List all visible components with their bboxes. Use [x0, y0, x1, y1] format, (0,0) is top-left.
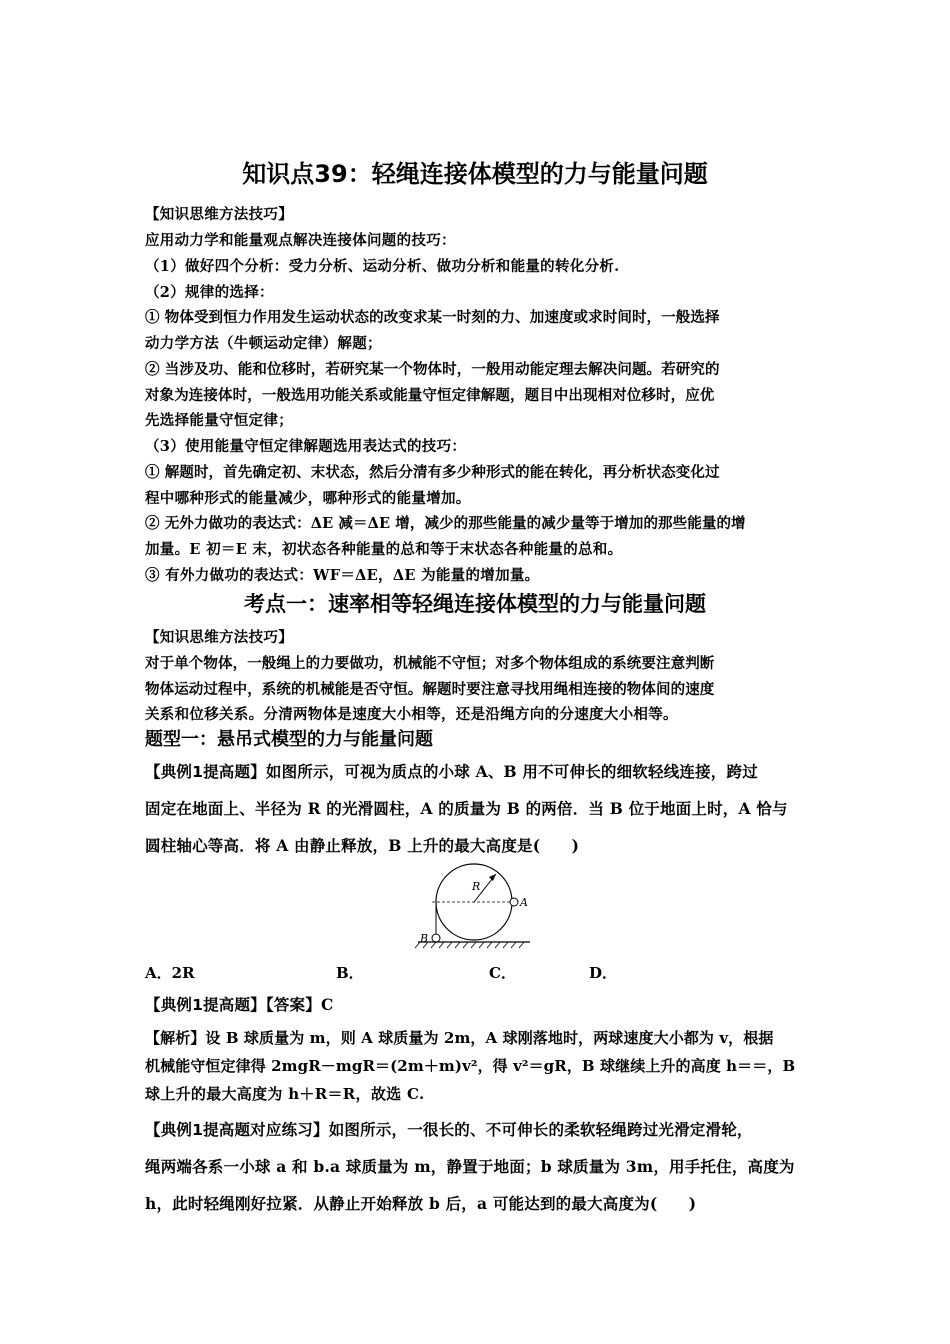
section2-heading: 【知识思维方法技巧】 — [145, 629, 293, 646]
example-line: 圆柱轴心等高．将 A 由静止释放，B 上升的最大高度是( ) — [145, 836, 580, 855]
ball-a-label: A — [520, 896, 528, 909]
practice-text: 如图所示，一很长的、不可伸长的柔软轻绳跨过光滑定滑轮， — [328, 1120, 753, 1139]
section1-heading: 【知识思维方法技巧】 — [145, 206, 293, 223]
section1-line: ② 无外力做功的表达式：ΔE 减＝ΔE 增，减少的那些能量的减少量等于增加的那些能量的增 — [145, 515, 746, 532]
section1-line: （1）做好四个分析：受力分析、运动分析、做功分析和能量的转化分析. — [145, 258, 620, 275]
section2-line: 物体运动过程中，系统的机械能是否守恒。解题时要注意寻找用绳相连接的物体间的速度 — [145, 681, 715, 698]
section2-title: 考点一：速率相等轻绳连接体模型的力与能量问题 — [244, 592, 706, 616]
section1-line: 动力学方法（牛顿运动定律）解题； — [145, 335, 382, 352]
section1-line: ② 当涉及功、能和位移时，若研究某一个物体时，一般用动能定理去解决问题。若研究的 — [145, 361, 720, 378]
answer-value: C — [320, 995, 334, 1014]
ball-b-label: B — [420, 932, 429, 945]
analysis-line — [145, 1027, 810, 1048]
option-a: A．2R — [145, 964, 195, 982]
analysis-line: 机械能守恒定律得 2mgR－mgR＝(2m＋m)v²，得 v²＝gR，B 球继续上升的高度 h＝＝，B — [145, 1057, 796, 1075]
practice-tag: 【典例1提高题对应练习】 — [145, 1121, 329, 1139]
cylinder-figure — [410, 862, 535, 952]
type1-title: 题型一：悬吊式模型的力与能量问题 — [145, 729, 433, 750]
radius-arrowhead — [489, 874, 496, 881]
analysis-tag: 【解析】 — [145, 1029, 206, 1047]
ball-b — [432, 934, 440, 942]
ball-a — [510, 898, 518, 906]
option-d: D． — [589, 964, 618, 982]
section1-line: （3）使用能量守恒定律解题选用表达式的技巧： — [145, 438, 467, 455]
option-b: B． — [336, 964, 364, 982]
example-text: 如图所示，可视为质点的小球 A、B 用不可伸长的细软轻线连接，跨过 — [265, 762, 758, 781]
practice-line: h，此时轻绳刚好拉紧．从静止开始释放 b 后，a 可能达到的最大高度为( ) — [145, 1194, 697, 1213]
radius-label: R — [472, 880, 481, 893]
option-c: C． — [489, 964, 516, 982]
ground-hatching — [415, 942, 524, 948]
example-tag: 【典例1提高题】 — [145, 763, 266, 781]
practice-line — [145, 1118, 810, 1140]
section1-line: 对象为连接体时，一般选用功能关系或能量守恒定律解题，题目中出现相对位移时，应优 — [145, 387, 715, 404]
section2-line: 对于单个物体，一般绳上的力要做功，机械能不守恒；对多个物体组成的系统要注意判断 — [145, 655, 715, 672]
section2-line: 关系和位移关系。分清两物体是速度大小相等，还是沿绳方向的分速度大小相等。 — [145, 706, 678, 723]
page-title: 知识点39：轻绳连接体模型的力与能量问题 — [242, 160, 708, 188]
section1-line: （2）规律的选择： — [145, 284, 274, 301]
section1-line: 先选择能量守恒定律； — [145, 412, 293, 429]
section1-line: ① 解题时，首先确定初、末状态，然后分清有多少种形式的能在转化，再分析状态变化过 — [145, 464, 720, 481]
analysis-line: 球上升的最大高度为 h＋R＝R，故选 C. — [145, 1085, 425, 1103]
answer-tag: 【典例1提高题】【答案】 — [145, 996, 321, 1014]
analysis-text: 设 B 球质量为 m，则 A 球质量为 2m，A 球刚落地时，两球速度大小都为 v，根据 — [205, 1029, 774, 1047]
answer-line — [145, 993, 810, 1015]
section1-line: 应用动力学和能量观点解决连接体问题的技巧： — [145, 232, 456, 249]
section1-line: 加量。E 初＝E 末，初状态各种能量的总和等于末状态各种能量的总和。 — [145, 541, 623, 558]
practice-line: 绳两端各系一小球 a 和 b.a 球质量为 m，静置于地面；b 球质量为 3m，用手托住，高度为 — [145, 1157, 795, 1176]
example-line: 固定在地面上、半径为 R 的光滑圆柱，A 的质量为 B 的两倍．当 B 位于地面上时，A 恰与 — [145, 799, 788, 818]
section1-line: ① 物体受到恒力作用发生运动状态的改变求某一时刻的力、加速度或求时间时，一般选择 — [145, 309, 720, 326]
section1-line: ③ 有外力做功的表达式：WF＝ΔE，ΔE 为能量的增加量。 — [145, 567, 540, 584]
section1-line: 程中哪种形式的能量减少，哪种形式的能量增加。 — [145, 490, 471, 507]
example-line — [145, 760, 810, 782]
